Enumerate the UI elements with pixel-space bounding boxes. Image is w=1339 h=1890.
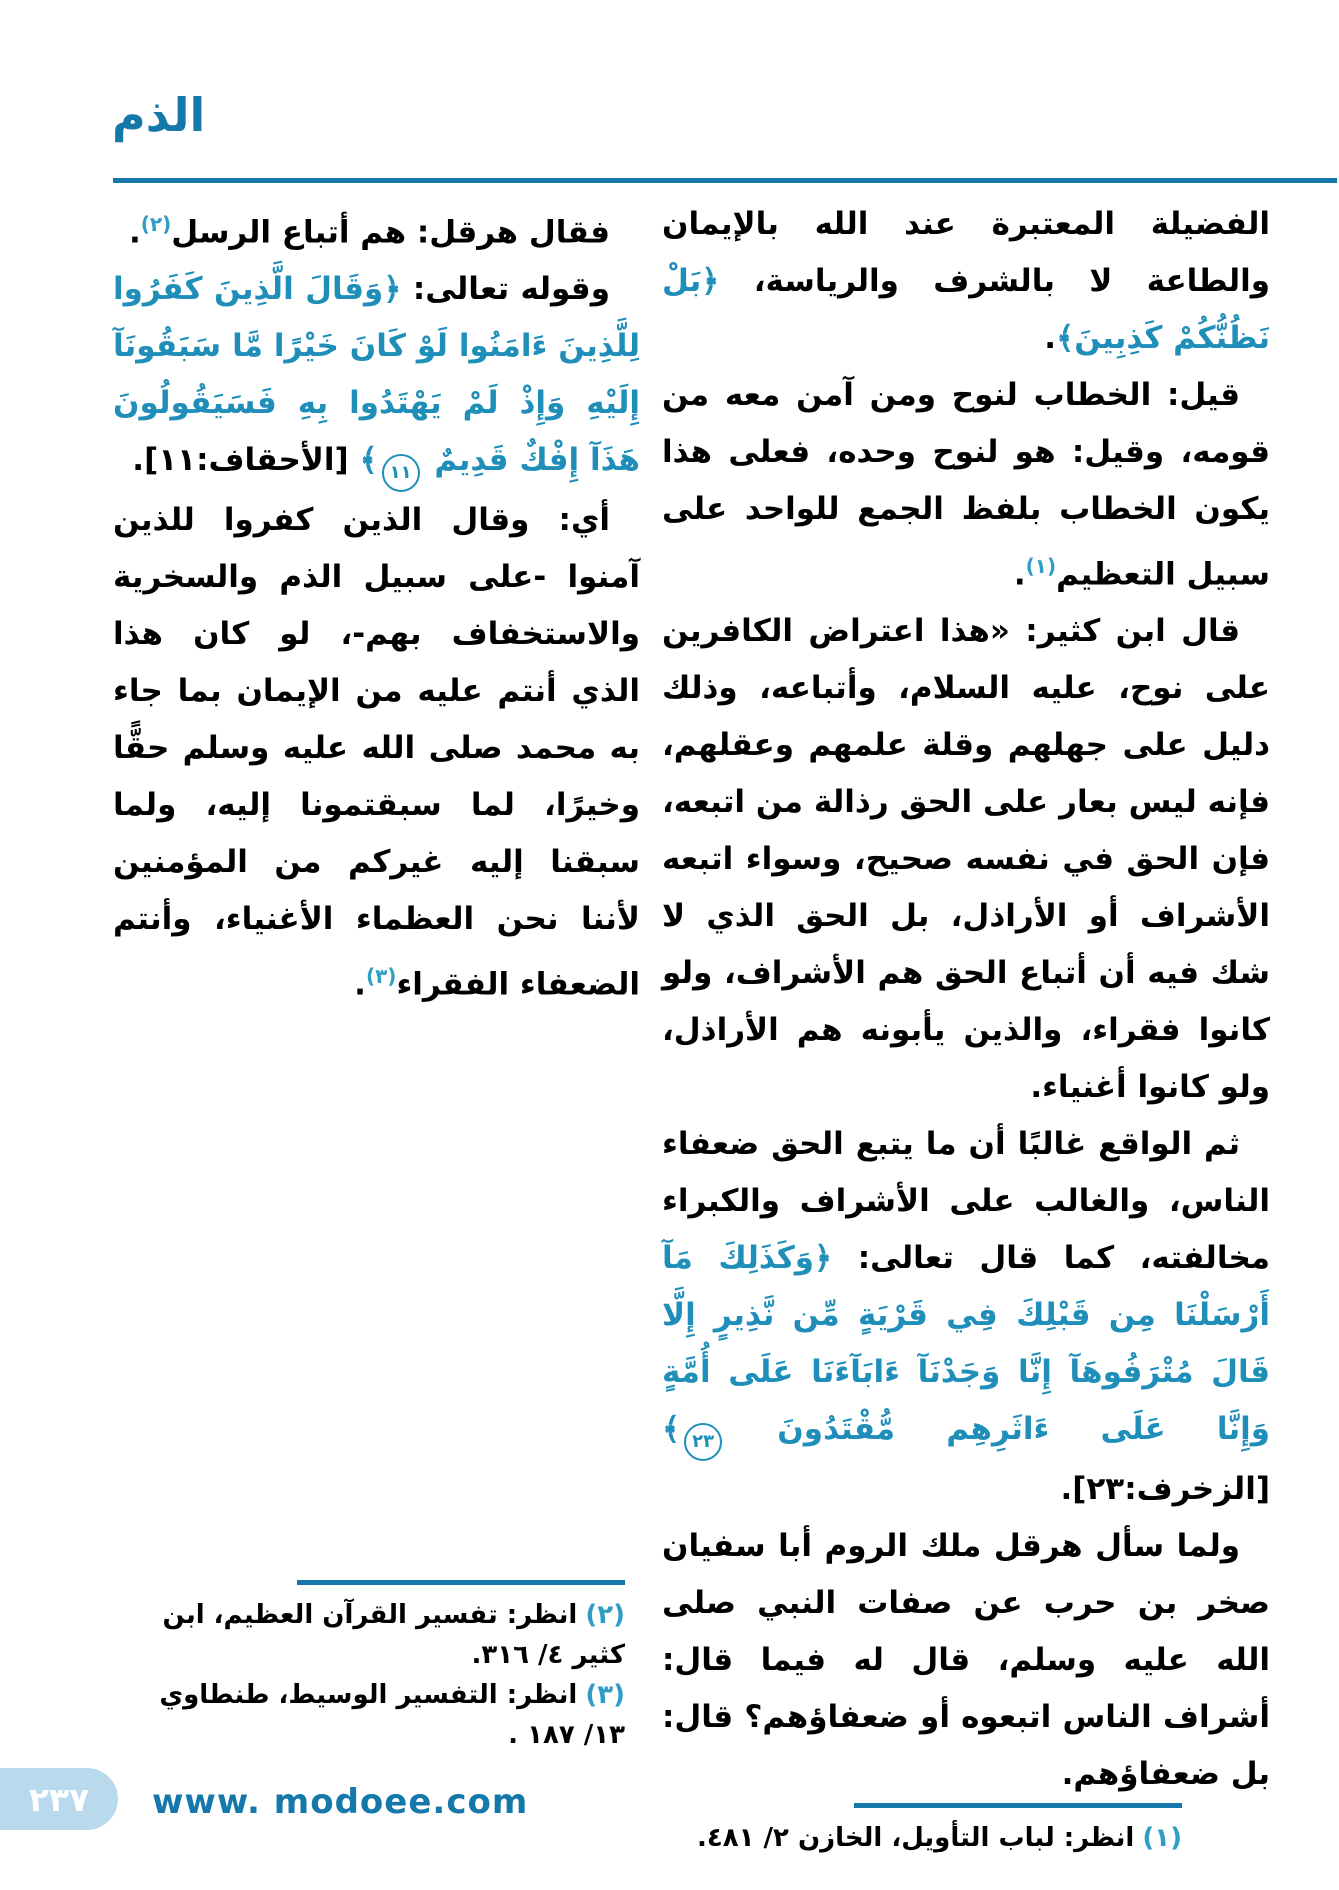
page-number: ٢٣٧ — [28, 1779, 90, 1819]
body-text: أي: وقال الذين كفروا للذين آمنوا -على سبيل الذم والسخرية والاستخفاف بهم-، لو كان هذا الذي أنتم عليه من الإيمان بما جاء به محمد صلى الله عليه وسلم حقًّا وخيرًا، لما سبقتمونا إليه، ولما سبقنا إليه غيركم من المؤمنين لأننا نحن العظماء الأغنياء، وأنتم الضعفاء الفقراء — [113, 502, 640, 1003]
header-rule — [113, 178, 1337, 183]
footnote-text: انظر: لباب التأويل، الخازن ٢/ ٤٨١. — [696, 1823, 1135, 1854]
body-text: ثم الواقع غالبًا أن ما يتبع الحق ضعفاء الناس، والغالب على الأشراف والكبراء مخالفته، كما قال تعالى: — [662, 1126, 1270, 1277]
ayah-number: ١١ — [382, 454, 420, 492]
body-text: قيل: الخطاب لنوح ومن آمن معه من قومه، وقيل: هو لنوح وحده، فعلى هذا يكون الخطاب بلفظ الجمع للواحد على سبيل التعظيم — [662, 377, 1270, 593]
paragraph — [662, 1116, 1270, 1518]
footnote-rule — [854, 1803, 1182, 1808]
body-text: ولما سأل هرقل ملك الروم أبا سفيان صخر بن حرب عن صفات النبي صلى الله عليه وسلم، قال له فيما قال: أشراف الناس اتبعوه أو ضعفاؤهم؟ قال: بل ضعفاؤهم. — [662, 1528, 1270, 1793]
body-text: الفضيلة المعتبرة عند الله بالإيمان والطاعة لا بالشرف والرياسة، — [662, 206, 1270, 299]
footnote-marker: (٢) — [140, 212, 172, 236]
footnote-number: (٢) — [585, 1600, 625, 1630]
body-text: . — [354, 966, 366, 1003]
quran-verse: ﴿بَلْ نَظُنُّكُمْ كَذِبِينَ﴾ — [662, 263, 1270, 356]
paragraph — [113, 261, 640, 492]
paragraph — [662, 1518, 1270, 1803]
quran-verse: ﴾ — [662, 1411, 681, 1448]
quran-verse: ﴾ — [359, 442, 378, 479]
footnote-number: (١) — [1142, 1823, 1182, 1854]
website-text: www. modoee.com — [152, 1782, 529, 1822]
footnote — [113, 1675, 625, 1755]
footnote-text: انظر: تفسير القرآن العظيم، ابن كثير ٤/ ٣١٦. — [162, 1600, 625, 1670]
page-number-badge — [0, 1768, 118, 1830]
footnote-text: انظر: التفسير الوسيط، طنطاوي ١٣/ ١٨٧ . — [159, 1680, 625, 1750]
column-left — [113, 196, 640, 1755]
ayah-number: ٢٣ — [684, 1423, 722, 1461]
footnote — [113, 1595, 625, 1675]
body-text: وقوله تعالى: — [401, 271, 610, 308]
paragraph — [662, 603, 1270, 1116]
footnote-marker: (١) — [1025, 554, 1057, 578]
paragraph — [662, 367, 1270, 603]
footnote-block-left — [113, 1580, 625, 1755]
body-text: . — [129, 214, 141, 251]
footnote-rule — [297, 1580, 625, 1585]
body-text: [الزخرف:٢٣]. — [1060, 1471, 1270, 1508]
quran-verse: ﴿وَكَذَلِكَ مَآ أَرْسَلْنَا مِن قَبْلِكَ فِي قَرْيَةٍ مِّن نَّذِيرٍ إِلَّا قَالَ مُتْرَفُوهَآ إِنَّا وَجَدْنَآ ءَابَآءَنَا عَلَى أُمَّةٍ وَإِنَّا عَلَى ءَاثَرِهِم مُّقْتَدُونَ — [662, 1240, 1270, 1448]
page-title: الذم — [112, 88, 206, 142]
body-text: [الأحقاف:١١]. — [132, 442, 360, 479]
paragraph — [662, 196, 1270, 367]
footnote-marker: (٣) — [365, 964, 397, 989]
body-text: . — [1013, 556, 1026, 593]
quran-verse: ﴿وَقَالَ الَّذِينَ كَفَرُوا لِلَّذِينَ ءَامَنُوا لَوْ كَانَ خَيْرًا مَّا سَبَقُونَآ إِلَيْهِ وَإِذْ لَمْ يَهْتَدُوا بِهِ فَسَيَقُولُونَ هَذَآ إِفْكٌ قَدِيمٌ — [113, 271, 640, 479]
paragraph — [113, 196, 640, 261]
footnote-number: (٣) — [585, 1680, 625, 1710]
column-right — [662, 196, 1270, 1854]
body-text: . — [1044, 320, 1057, 356]
footnote-block-right — [662, 1803, 1182, 1858]
body-text: قال ابن كثير: «هذا اعتراض الكافرين على نوح، عليه السلام، وأتباعه، وذلك دليل على جهلهم وقلة علمهم وعقلهم، فإنه ليس بعار على الحق رذالة من اتبعه، فإن الحق في نفسه صحيح، وسواء اتبعه الأشراف أو الأراذل، بل الحق الذي لا شك فيه أن أتباع الحق هم الأشراف، ولو كانوا فقراء، والذين يأبونه هم الأراذل، ولو كانوا أغنياء. — [662, 613, 1270, 1106]
footnote — [662, 1818, 1182, 1858]
paragraph — [113, 492, 640, 1013]
body-text: فقال هرقل: هم أتباع الرسل — [171, 214, 610, 251]
